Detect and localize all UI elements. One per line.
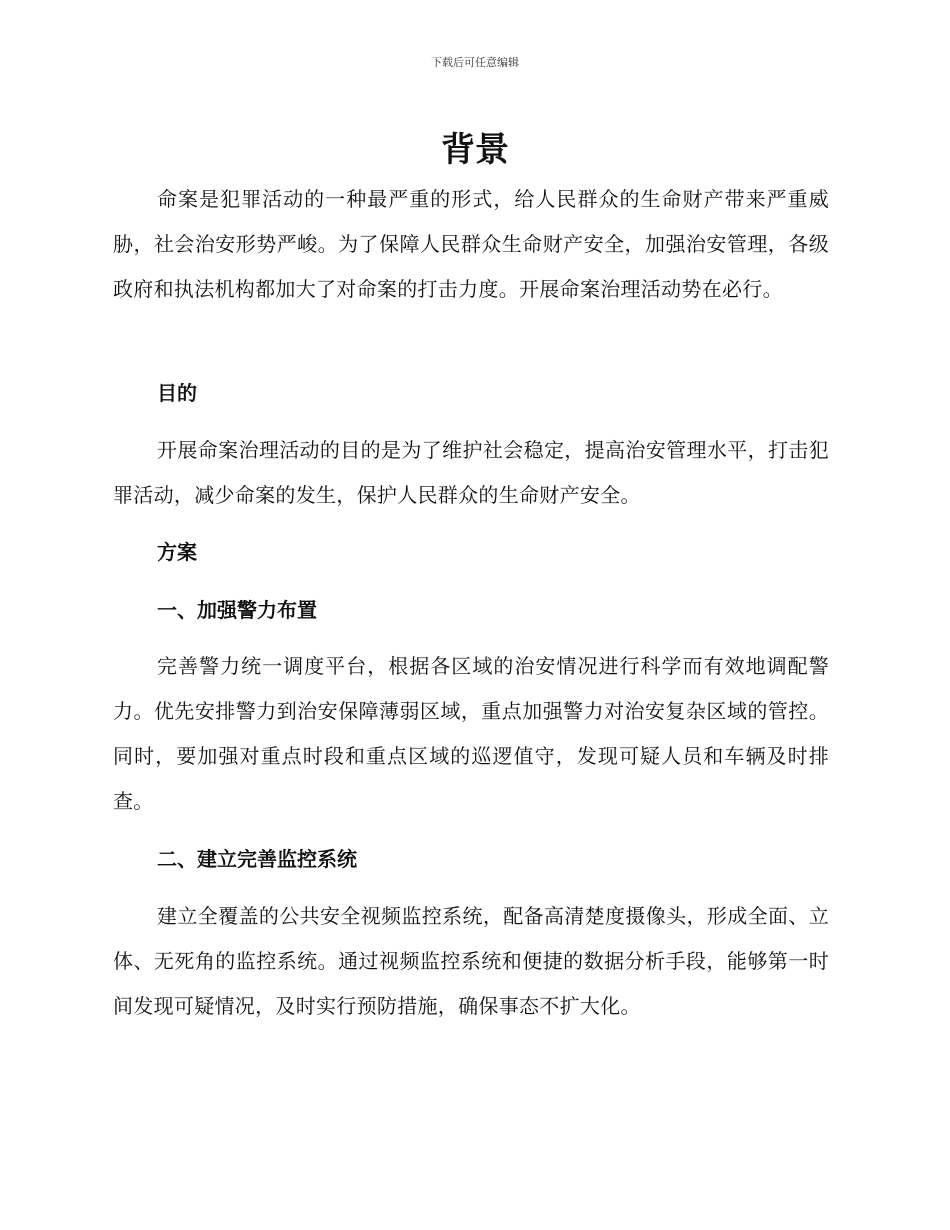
purpose-heading: 目的 bbox=[157, 381, 197, 405]
background-paragraph: 命案是犯罪活动的一种最严重的形式，给人民群众的生命财产带来严重威胁，社会治安形势严峻。为了保障人民群众生命财产安全，加强治安管理，各级政府和执法机构都加大了对命案的打击力度。开展命案治理活动势在必行。 bbox=[113, 187, 829, 301]
section-paragraph-monitoring-system: 建立全覆盖的公共安全视频监控系统，配备高清楚度摄像头，形成全面、立体、无死角的监控系统。通过视频监控系统和便捷的数据分析手段，能够第一时间发现可疑情况，及时实行预防措施，确保事态不扩大化。 bbox=[113, 904, 829, 1018]
plan-heading: 方案 bbox=[157, 540, 197, 564]
header-note: 下载后可任意编辑 bbox=[431, 56, 519, 69]
section-paragraph-police-deployment: 完善警力统一调度平台，根据各区域的治安情况进行科学而有效地调配警力。优先安排警力到治安保障薄弱区域，重点加强警力对治安复杂区域的管控。同时，要加强对重点时段和重点区域的巡逻值守，发现可疑人员和车辆及时排查。 bbox=[113, 654, 829, 813]
page-title: 背景 bbox=[441, 130, 509, 170]
section-heading-police-deployment: 一、加强警力布置 bbox=[157, 598, 317, 622]
purpose-paragraph: 开展命案治理活动的目的是为了维护社会稳定，提高治安管理水平，打击犯罪活动，减少命案的发生，保护人民群众的生命财产安全。 bbox=[113, 438, 829, 507]
section-heading-monitoring-system: 二、建立完善监控系统 bbox=[157, 847, 357, 871]
